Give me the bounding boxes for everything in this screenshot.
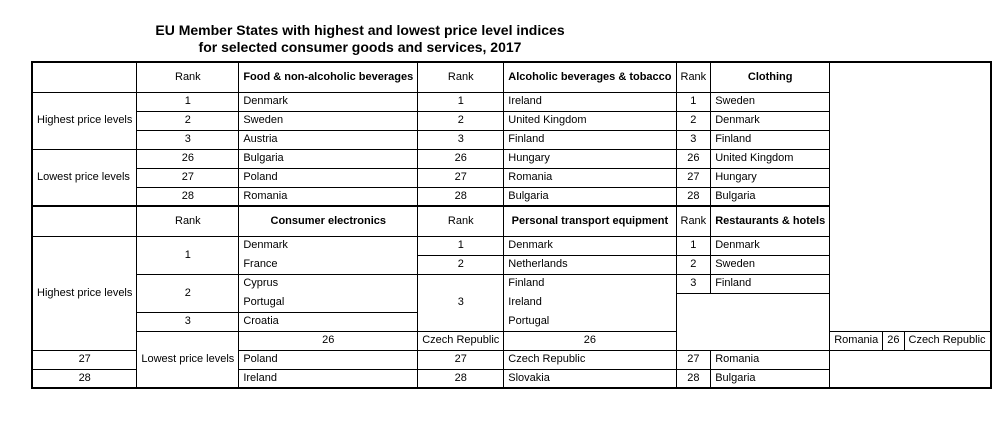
header-corner — [32, 62, 137, 92]
country-cell: Denmark — [239, 236, 418, 255]
country-cell: Portugal — [504, 312, 676, 331]
table-title — [0, 22, 720, 56]
rank-cell: 1 — [137, 236, 239, 274]
country-cell: Bulgaria — [504, 187, 676, 206]
rank-cell: 28 — [137, 187, 239, 206]
rank-cell: 26 — [504, 331, 676, 350]
header-food: Food & non-alcoholic beverages — [239, 62, 418, 92]
country-cell: Sweden — [239, 111, 418, 130]
country-cell: Bulgaria — [711, 187, 830, 206]
block2-header-row — [32, 206, 991, 236]
rank-cell: 26 — [676, 149, 711, 168]
rank-header: Rank — [676, 206, 711, 236]
table-row — [32, 187, 991, 206]
rank-header: Rank — [676, 62, 711, 92]
country-cell: Czech Republic — [504, 350, 676, 369]
country-cell: Bulgaria — [711, 369, 830, 388]
rank-header: Rank — [137, 206, 239, 236]
rank-cell: 26 — [418, 149, 504, 168]
country-cell: Sweden — [711, 255, 830, 274]
rank-cell: 3 — [137, 312, 239, 331]
country-cell: Austria — [239, 130, 418, 149]
rank-cell: 27 — [676, 350, 711, 369]
table-row — [32, 111, 991, 130]
table-row — [32, 331, 991, 350]
country-cell: Netherlands — [504, 255, 676, 274]
row-label-highest: Highest price levels — [32, 92, 137, 149]
title-line-1: EU Member States with highest and lowest price level indices — [155, 22, 565, 38]
table-row — [32, 312, 991, 331]
rank-cell: 27 — [32, 350, 137, 369]
country-cell: Romania — [239, 187, 418, 206]
rank-cell: 27 — [676, 168, 711, 187]
row-label-lowest: Lowest price levels — [32, 149, 137, 206]
rank-cell: 28 — [676, 187, 711, 206]
table-row — [32, 130, 991, 149]
header-transport: Personal transport equipment — [504, 206, 676, 236]
header-electronics: Consumer electronics — [239, 206, 418, 236]
country-cell: Hungary — [504, 149, 676, 168]
country-cell: Croatia — [239, 312, 418, 331]
rank-cell: 2 — [418, 111, 504, 130]
country-cell: Poland — [239, 168, 418, 187]
country-cell: Finland — [504, 274, 676, 293]
rank-cell: 1 — [418, 92, 504, 111]
rank-cell: 27 — [137, 168, 239, 187]
country-cell: Bulgaria — [239, 149, 418, 168]
country-cell: Denmark — [711, 236, 830, 255]
country-cell: United Kingdom — [711, 149, 830, 168]
row-label-highest: Highest price levels — [32, 236, 137, 350]
rank-cell: 28 — [418, 369, 504, 388]
table-row — [32, 92, 991, 111]
country-cell: Czech Republic — [904, 331, 991, 350]
block1-header-row — [32, 62, 991, 92]
country-cell: Poland — [239, 350, 418, 369]
rank-cell: 2 — [137, 274, 239, 312]
rank-cell: 3 — [676, 130, 711, 149]
header-restaurants: Restaurants & hotels — [711, 206, 830, 236]
country-cell: Finland — [711, 274, 830, 293]
country-cell: Ireland — [239, 369, 418, 388]
rank-cell: 2 — [137, 111, 239, 130]
rank-cell: 3 — [418, 130, 504, 149]
country-cell: Ireland — [504, 293, 676, 312]
row-label-lowest: Lowest price levels — [137, 331, 239, 388]
header-corner — [32, 206, 137, 236]
rank-cell: 2 — [676, 111, 711, 130]
table-row — [32, 168, 991, 187]
country-cell: Finland — [504, 130, 676, 149]
rank-cell: 2 — [418, 255, 504, 274]
rank-cell: 26 — [239, 331, 418, 350]
country-cell: Ireland — [504, 92, 676, 111]
country-cell: Denmark — [239, 92, 418, 111]
rank-cell: 27 — [418, 350, 504, 369]
rank-cell: 26 — [137, 149, 239, 168]
country-cell: Denmark — [711, 111, 830, 130]
rank-cell: 28 — [676, 369, 711, 388]
header-clothing: Clothing — [711, 62, 830, 92]
empty-cell — [676, 293, 830, 350]
country-cell: Hungary — [711, 168, 830, 187]
rank-cell: 27 — [418, 168, 504, 187]
country-cell: United Kingdom — [504, 111, 676, 130]
country-cell: Romania — [711, 350, 830, 369]
rank-header: Rank — [137, 62, 239, 92]
header-alcohol: Alcoholic beverages & tobacco — [504, 62, 676, 92]
rank-cell: 3 — [137, 130, 239, 149]
rank-header: Rank — [418, 206, 504, 236]
rank-cell: 28 — [418, 187, 504, 206]
rank-cell: 28 — [32, 369, 137, 388]
rank-cell: 1 — [137, 92, 239, 111]
country-cell: Romania — [830, 331, 883, 350]
country-cell: France — [239, 255, 418, 274]
country-cell: Cyprus — [239, 274, 418, 293]
table-row — [32, 236, 991, 255]
title-line-2: for selected consumer goods and services, 2017 — [198, 39, 522, 55]
country-cell: Romania — [504, 168, 676, 187]
rank-cell: 26 — [883, 331, 904, 350]
rank-cell: 3 — [418, 274, 504, 331]
rank-cell: 2 — [676, 255, 711, 274]
rank-cell: 1 — [418, 236, 504, 255]
rank-header: Rank — [418, 62, 504, 92]
rank-cell: 3 — [676, 274, 711, 293]
country-cell: Czech Republic — [418, 331, 504, 350]
country-cell: Denmark — [504, 236, 676, 255]
rank-cell: 1 — [676, 236, 711, 255]
country-cell: Slovakia — [504, 369, 676, 388]
price-level-table — [31, 61, 992, 389]
rank-cell: 1 — [676, 92, 711, 111]
table-row — [32, 274, 991, 293]
country-cell: Portugal — [239, 293, 418, 312]
country-cell: Finland — [711, 130, 830, 149]
country-cell: Sweden — [711, 92, 830, 111]
table-row — [32, 149, 991, 168]
